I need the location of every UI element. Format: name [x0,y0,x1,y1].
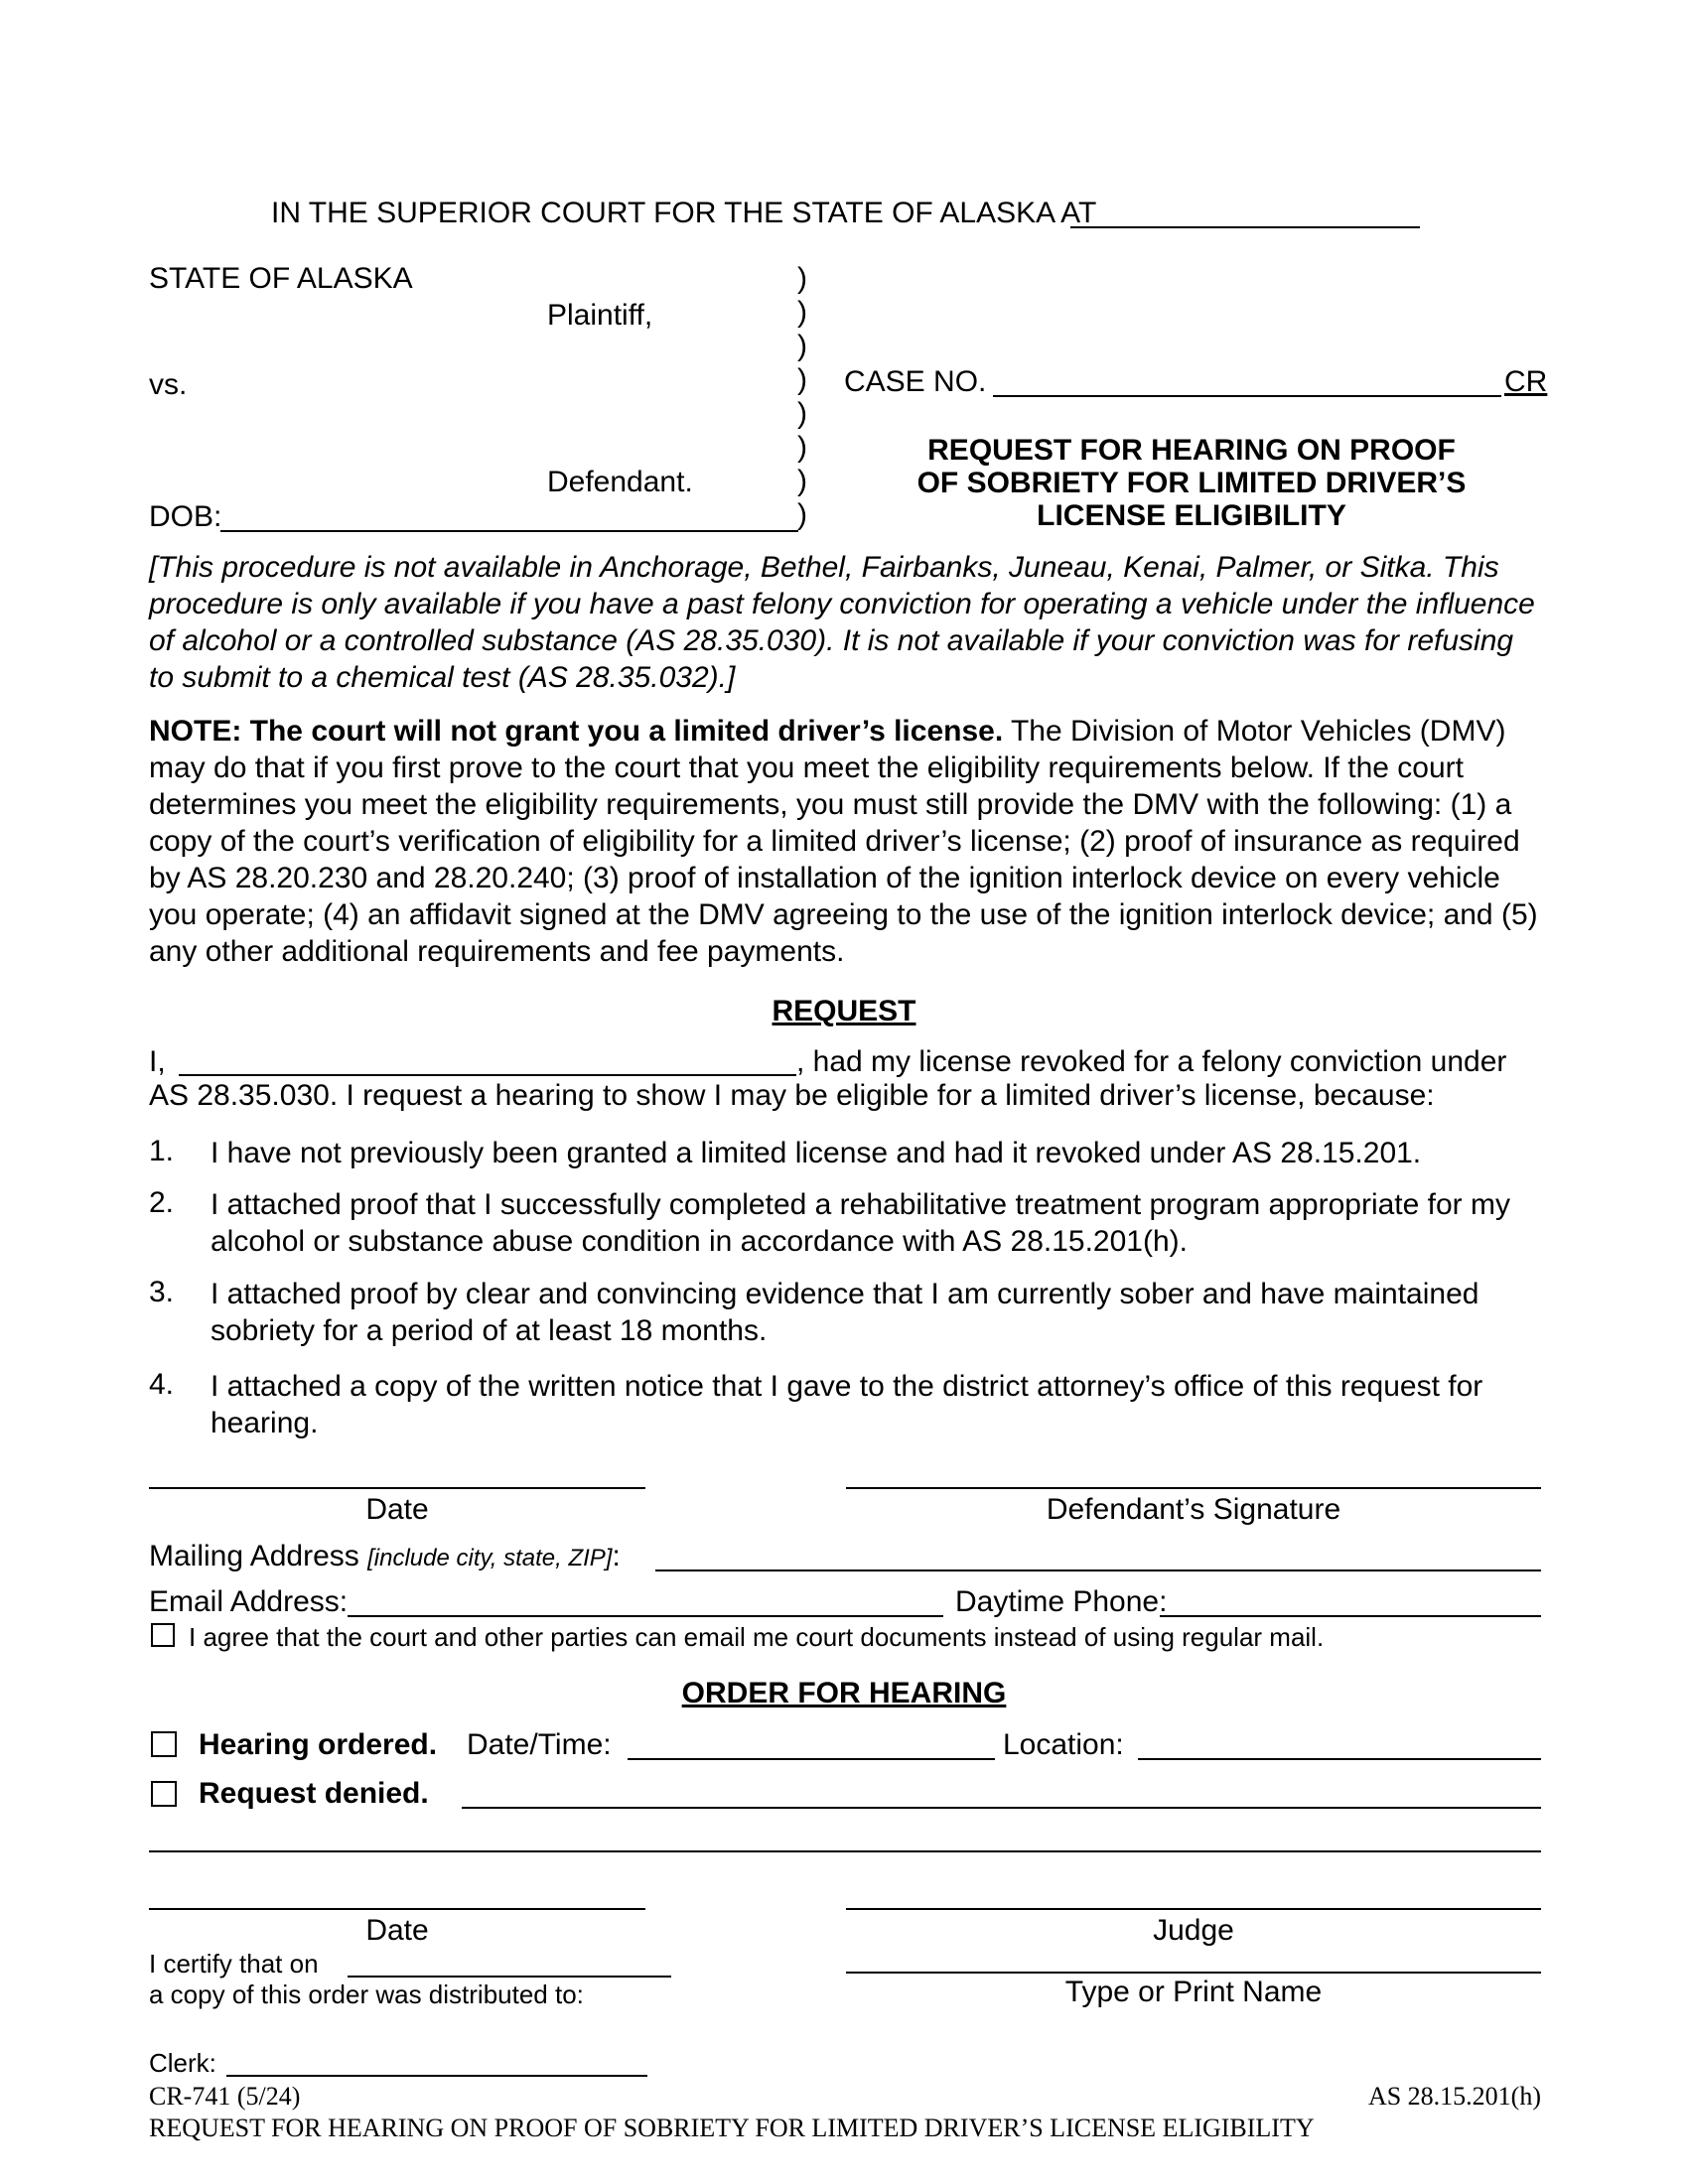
hearing-ordered-checkbox[interactable] [151,1731,177,1757]
dob-field[interactable] [220,530,798,532]
caption-paren: ) [797,431,807,464]
mailing-address-colon: : [612,1540,621,1572]
order-date-field[interactable] [149,1908,645,1910]
form-number: CR-741 (5/24) [149,2082,301,2111]
email-consent-text: I agree that the court and other parties can email me court documents instead of using regular mail. [189,1622,1325,1652]
type-print-name-label: Type or Print Name [1064,1976,1323,2008]
form-title-line1: REQUEST FOR HEARING ON PROOF [927,434,1456,467]
certify-line1: I certify that on [149,1949,319,1979]
availability-notice: [This procedure is not available in Anchorage, Bethel, Fairbanks, Juneau, Kenai, Palmer, or Sitka. This procedure is only available if you have a past felony conviction for operating a vehicle under the influence of alcohol or a controlled substance (AS 28.35.030). It is not available if your conviction was for refusing to submit to a chemical test (AS 28.35.032).] [149,551,1535,694]
defendant-signature-field[interactable] [846,1487,1541,1489]
request-heading: REQUEST [772,995,916,1027]
certify-date-field[interactable] [348,1976,671,1978]
mailing-address-row [149,1540,621,1573]
item-number: 3. [149,1276,175,1308]
court-location-field[interactable] [1070,226,1420,228]
defendant-label: Defendant. [547,466,693,498]
request-intro-prefix: I, [149,1045,166,1078]
item-number: 4. [149,1368,175,1401]
email-address-label: Email Address: [149,1585,349,1618]
case-suffix: CR [1504,365,1548,398]
clerk-label: Clerk: [149,2048,216,2078]
order-heading: ORDER FOR HEARING [681,1677,1007,1709]
datetime-label: Date/Time: [467,1728,612,1761]
location-label: Location: [1003,1728,1124,1761]
mailing-address-label: Mailing Address [149,1540,359,1572]
caption-paren: ) [797,296,807,329]
email-consent-checkbox[interactable] [151,1623,175,1647]
request-denied-checkbox[interactable] [151,1781,177,1807]
hearing-location-field[interactable] [1138,1758,1541,1760]
certify-line2: a copy of this order was distributed to: [149,1979,584,2009]
judge-signature-field[interactable] [846,1908,1541,1910]
email-address-field[interactable] [348,1615,943,1617]
plaintiff-name: STATE OF ALASKA [149,262,413,295]
caption-paren: ) [797,465,807,497]
item-text: I attached proof that I successfully completed a rehabilitative treatment program appropriate for my alcohol or substance abuse condition in accordance with AS 28.15.201(h). [211,1188,1510,1258]
item-number: 2. [149,1186,175,1219]
item-number: 1. [149,1135,175,1167]
item-text: I have not previously been granted a limited license and had it revoked under AS 28.15.201. [211,1137,1422,1169]
vs-label: vs. [149,368,188,401]
caption-paren: ) [797,330,807,362]
caption-paren: ) [797,262,807,295]
note-text: The Division of Motor Vehicles (DMV) may do that if you first prove to the court that you meet the eligibility requirements below. If the court determines you meet the eligibility requirements, you must still provide the DMV with the following: (1) a copy of the court’s verification of eligibility for a limited driver’s license; (2) proof of insurance as required by AS 28.20.230 and 28.20.240; (3) proof of installation of the ignition interlock device on every vehicle you operate; (4) an affidavit signed at the DMV agreeing to the use of the ignition interlock device; and (5) any other additional requirements and fee payments. [149,715,1538,968]
item-text: I attached proof by clear and convincing evidence that I am currently sober and have maintained sobriety for a period of at least 18 months. [211,1278,1479,1347]
order-date-label: Date [365,1914,429,1947]
clerk-field[interactable] [226,2075,647,2077]
request-intro-line2: AS 28.35.030. I request a hearing to show I may be eligible for a limited driver’s license, because: [149,1079,1435,1112]
daytime-phone-label: Daytime Phone: [955,1585,1168,1618]
footer-form-title: REQUEST FOR HEARING ON PROOF OF SOBRIETY FOR LIMITED DRIVER’S LICENSE ELIGIBILITY [149,2114,1315,2142]
dob-label: DOB: [149,500,222,533]
plaintiff-label: Plaintiff, [547,299,653,332]
caption-paren: ) [797,498,807,531]
note-paragraph [149,713,1539,970]
request-intro-suffix: , had my license revoked for a felony conviction under [796,1045,1507,1078]
judge-print-name-field[interactable] [846,1972,1541,1974]
court-heading: IN THE SUPERIOR COURT FOR THE STATE OF ALASKA AT [271,197,1097,229]
denial-reason-field-2[interactable] [149,1850,1541,1852]
defendant-name-request-field[interactable] [179,1074,796,1076]
mailing-address-hint: [include city, state, ZIP] [367,1545,613,1571]
footer-statute: AS 28.15.201(h) [1367,2082,1541,2111]
form-title-line3: LICENSE ELIGIBILITY [1037,499,1346,532]
note-bold: NOTE: The court will not grant you a limited driver’s license. [149,715,1004,748]
form-title-line2: OF SOBRIETY FOR LIMITED DRIVER’S [916,467,1467,499]
case-no-label: CASE NO. [844,365,987,398]
defendant-signature-label: Defendant’s Signature [1046,1493,1341,1526]
case-no-field[interactable] [993,395,1501,397]
caption-paren: ) [797,363,807,396]
denial-reason-field[interactable] [462,1807,1541,1809]
caption-paren: ) [797,397,807,430]
hearing-datetime-field[interactable] [628,1758,995,1760]
item-text: I attached a copy of the written notice that I gave to the district attorney’s office of this request for hearing. [211,1370,1483,1439]
judge-label: Judge [1153,1914,1234,1947]
request-denied-label: Request denied. [199,1777,429,1810]
hearing-ordered-label: Hearing ordered. [199,1728,438,1761]
request-date-field[interactable] [149,1487,645,1489]
mailing-address-field[interactable] [655,1570,1541,1571]
daytime-phone-field[interactable] [1160,1615,1541,1617]
request-date-label: Date [365,1493,429,1526]
